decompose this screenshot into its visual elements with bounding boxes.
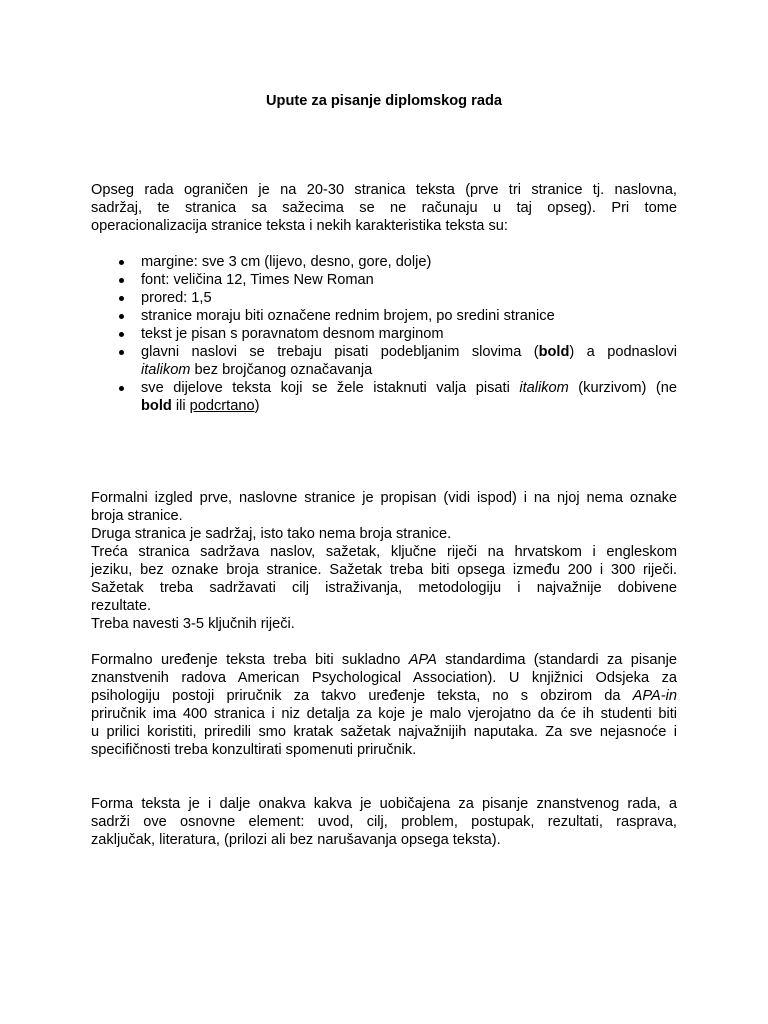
apa-line (91, 651, 677, 669)
bullet-text: glavni naslovi se trebaju pisati podebljanim slovima ( (141, 344, 539, 360)
italic-text: APA (408, 652, 437, 668)
forma-line: zaključak, literatura, (prilozi ali bez narušavanja opsega teksta). (91, 832, 501, 848)
bullet-text: sve dijelove teksta koji se žele istaknuti valja pisati (141, 380, 520, 396)
apa-line (91, 687, 677, 705)
bold-text: bold (141, 398, 172, 414)
forma-line: sadrži ove osnovne element: uvod, cilj, problem, postupak, rezultati, rasprava, (91, 814, 677, 830)
apa-line: specifičnosti treba konzultirati spomenuti priručnik. (91, 742, 417, 758)
apa-text: psihologiju postoji priručnik za takvo uređenje teksta, no s obzirom da (91, 688, 633, 704)
bullet-item (91, 379, 677, 415)
intro-line: Opseg rada ograničen je na 20-30 stranica teksta (prve tri stranice tj. naslovna, (91, 182, 677, 198)
bullet-item (91, 289, 677, 307)
bullet-dot-icon (119, 296, 124, 301)
bullet-item (91, 325, 677, 343)
forma-line: Forma teksta je i dalje onakva kakva je uobičajena za pisanje znanstvenog rada, a (91, 796, 677, 812)
bullet-text: stranice moraju biti označene rednim brojem, po sredini stranice (141, 308, 555, 324)
bullet-text: tekst je pisan s poravnatom desnom marginom (141, 326, 444, 342)
bullet-text-line (141, 397, 677, 415)
apa-line: priručnik ima 400 stranica i niz detalja za koje je malo vjerojatno da će ih studenti biti (91, 706, 677, 722)
bullet-dot-icon (119, 278, 124, 283)
formal-line: Treća stranica sadržava naslov, sažetak, ključne riječi na hrvatskom i engleskom (91, 544, 677, 560)
underlined-text: podcrtano (189, 398, 255, 414)
intro-line: operacionalizacija stranice teksta i nekih karakteristika teksta su: (91, 218, 508, 234)
formal-line: jeziku, bez oznake broja stranice. Sažetak treba biti opsega između 200 i 300 riječi. (91, 562, 677, 578)
forma-paragraph (91, 795, 677, 849)
bullet-dot-icon (119, 350, 124, 355)
bullet-text: ) a podnaslovi (569, 344, 677, 360)
bullet-dot-icon (119, 260, 124, 265)
italic-text: italikom (141, 362, 191, 378)
document-title: Upute za pisanje diplomskog rada (266, 93, 502, 109)
bullet-text-line (141, 361, 677, 379)
formal-line: Druga stranica je sadržaj, isto tako nema broja stranice. (91, 526, 452, 542)
bullet-item (91, 343, 677, 379)
bold-text: bold (538, 344, 570, 360)
italic-text: italikom (519, 380, 569, 396)
italic-text: APA-in (632, 688, 677, 704)
bullet-text: ili (171, 398, 190, 414)
bullet-text-line (141, 343, 677, 361)
apa-text: Formalno uređenje teksta treba biti sukladno (91, 652, 409, 668)
bullet-item (91, 253, 677, 271)
intro-line: sadržaj, te stranica sa sažecima se ne računaju u taj opseg). Pri tome (91, 200, 677, 216)
bullet-item (91, 307, 677, 325)
apa-paragraph (91, 651, 677, 759)
formal-layout-paragraph (91, 489, 677, 633)
intro-paragraph (91, 181, 677, 235)
bullet-text: ) (254, 398, 260, 414)
bullet-dot-icon (119, 386, 124, 391)
bullet-text-line (141, 379, 677, 397)
bullet-text: bez brojčanog označavanja (190, 362, 373, 378)
formal-line: broja stranice. (91, 508, 183, 524)
formal-line: Treba navesti 3-5 ključnih riječi. (91, 616, 295, 632)
bullet-text: margine: sve 3 cm (lijevo, desno, gore, dolje) (141, 254, 432, 270)
apa-text: standardima (standardi za pisanje (436, 652, 677, 668)
bullet-dot-icon (119, 314, 124, 319)
formal-line: rezultate. (91, 598, 152, 614)
apa-line: u prilici koristiti, priredili smo kratak sažetak najvažnijih naputaka. Za sve nejasnoće i (91, 724, 677, 740)
apa-line: znanstvenih radova American Psychological Association). U knjižnici Odsjeka za (91, 670, 677, 686)
formal-line: Formalni izgled prve, naslovne stranice je propisan (vidi ispod) i na njoj nema oznake (91, 490, 677, 506)
bullet-text: font: veličina 12, Times New Roman (141, 272, 374, 288)
bullet-dot-icon (119, 332, 124, 337)
formatting-bullet-list (91, 253, 677, 415)
formal-line: Sažetak treba sadržavati cilj istraživanja, metodologiju i najvažnije dobivene (91, 580, 677, 596)
bullet-text: (kurzivom) (ne (568, 380, 677, 396)
bullet-item (91, 271, 677, 289)
bullet-text: prored: 1,5 (141, 290, 212, 306)
